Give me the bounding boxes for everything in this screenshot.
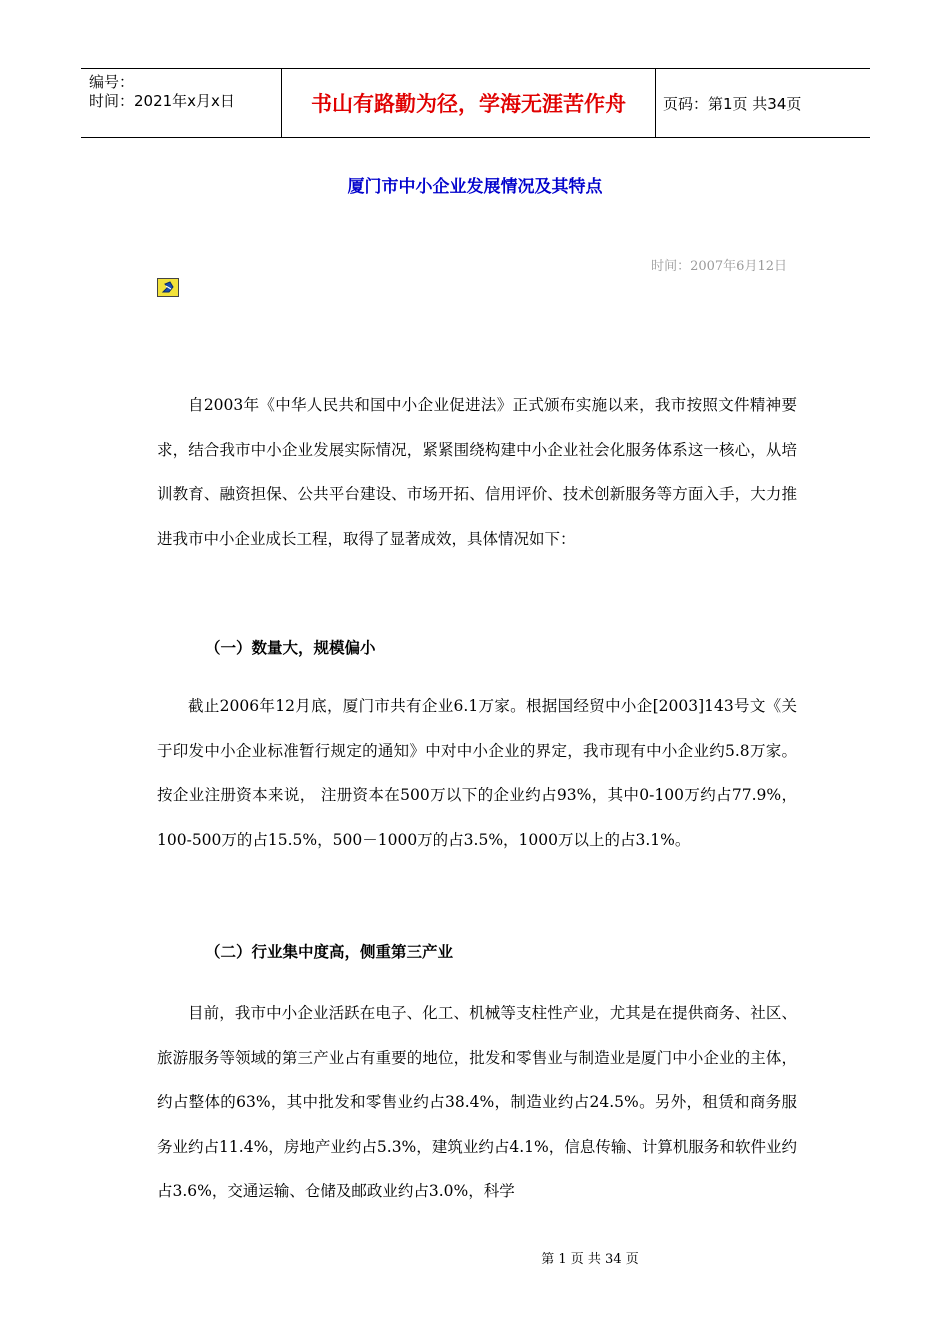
section-heading-1: （一）数量大，规模偏小 (205, 639, 376, 657)
header-left-cell (81, 69, 281, 137)
document-image-icon (157, 278, 179, 297)
number-label: 编号： (89, 73, 135, 91)
time-label: 时间：2021年x月x日 (89, 92, 235, 110)
header-right-cell (655, 69, 870, 137)
motto: 书山有路勤为径，学海无涯苦作舟 (311, 92, 626, 116)
intro-paragraph: 自2003年《中华人民共和国中小企业促进法》正式颁布实施以来，我市按照文件精神要求，结合我市中小企业发展实际情况，紧紧围绕构建中小企业社会化服务体系这一核心，从培训教育、融资担保、公共平台建设、市场开拓、信用评价、技术创新服务等方面入手，大力推进我市中小企业成长工程，取得了显著成效，具体情况如下： (157, 396, 797, 548)
document-title: 厦门市中小企业发展情况及其特点 (347, 177, 603, 197)
header-center-cell (281, 69, 656, 137)
header-table (81, 68, 870, 138)
page-footer: 第 1 页 共 34 页 (541, 1252, 639, 1267)
section-body-1: 截止2006年12月底，厦门市共有企业6.1万家。根据国经贸中小企[2003]143号文《关于印发中小企业标准暂行规定的通知》中对中小企业的界定，我市现有中小企业约5.8万家。按企业注册资本来说， 注册资本在500万以下的企业约占93%，其中0-100万约占77.9%，100-500万的占15.5%，500－1000万的占3.5%，1000万以上的占3.1%。 (157, 697, 797, 849)
document-date: 时间：2007年6月12日 (651, 259, 787, 274)
page-code: 页码：第1页 共34页 (663, 94, 802, 113)
section-heading-2: （二）行业集中度高，侧重第三产业 (205, 943, 454, 961)
section-body-2: 目前，我市中小企业活跃在电子、化工、机械等支柱性产业，尤其是在提供商务、社区、旅游服务等领域的第三产业占有重要的地位，批发和零售业与制造业是厦门中小企业的主体，约占整体的63%，其中批发和零售业约占38.4%，制造业约占24.5%。另外，租赁和商务服务业约占11.4%，房地产业约占5.3%，建筑业约占4.1%，信息传输、计算机服务和软件业约占3.6%，交通运输、仓储及邮政业约占3.0%，科学 (157, 1004, 797, 1200)
